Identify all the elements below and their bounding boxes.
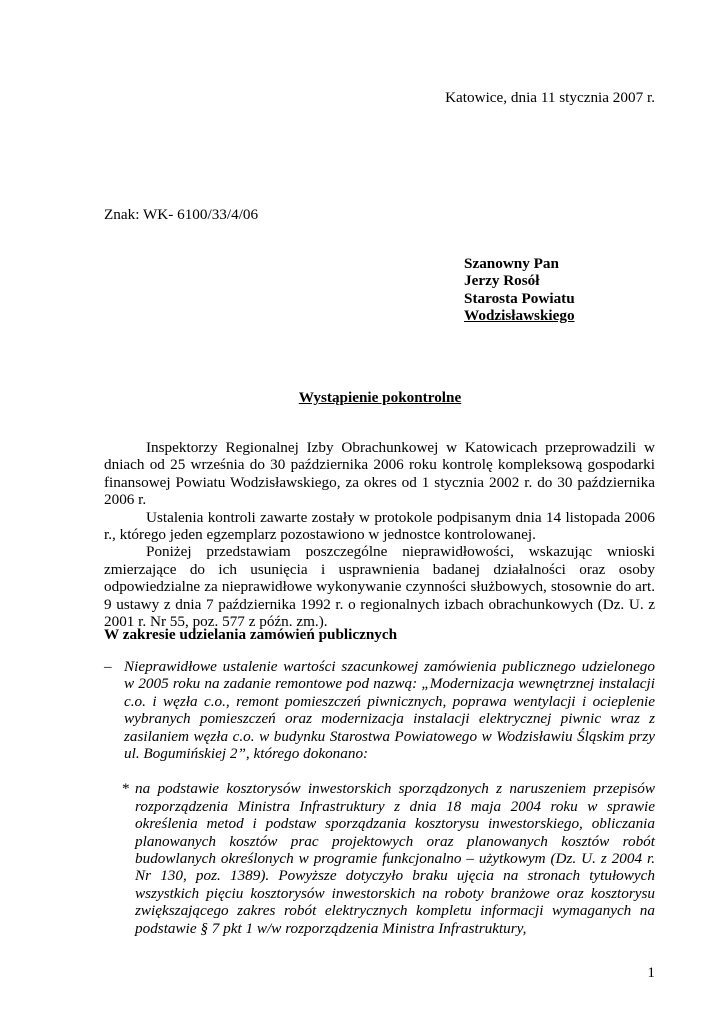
paragraph: Poniżej przedstawiam poszczególne nieprawidłowości, wskazując wnioski zmierzające do ich usunięcia i usprawnienia badanej działalności oraz osoby odpowiedzialne za nieprawidłowe wykonywanie czynności służbowych, stosownie do art. 9 ustawy z dnia 7 października 1992 r. o regionalnych izbach obrachunkowych (Dz. U. z 2001 r. Nr 55, poz. 577 z późn. zm.). (104, 543, 655, 631)
paragraph: Inspektorzy Regionalnej Izby Obrachunkowej w Katowicach przeprowadzili w dniach od 25 września do 30 października 2006 roku kontrolę kompleksową gospodarki finansowej Powiatu Wodzisławskiego, za okres od 1 stycznia 2002 r. do 30 października 2006 r. (104, 439, 655, 509)
findings-list (104, 658, 655, 937)
sub-list-item (122, 780, 655, 937)
asterisk-bullet: * (122, 780, 130, 798)
paragraph: Ustalenia kontroli zawarte zostały w protokole podpisanym dnia 14 listopada 2006 r., którego jeden egzemplarz pozostawiono w jednostce kontrolowanej. (104, 508, 655, 544)
place-date: Katowice, dnia 11 stycznia 2007 r. (445, 89, 655, 106)
page-number: 1 (647, 964, 655, 981)
addressee-county: Wodzisławskiego (464, 307, 575, 325)
addressee-name: Jerzy Rosół (464, 272, 540, 290)
list-item (104, 658, 655, 762)
addressee-position: Starosta Powiatu (464, 289, 575, 307)
list-item-text: Nieprawidłowe ustalenie wartości szacunkowej zamówienia publicznego udzielonego w 2005 roku na zadanie remontowe pod nazwą: „Modernizacja wewnętrznej instalacji c.o. i węzła c.o., remont pomieszczeń piwnicznych, poprawa wentylacji i ocieplenie wybranych pomieszczeń oraz modernizacja instalacji elektrycznej piwnic wraz z zasilaniem węzła c.o. w budynku Starostwa Powiatowego w Wodzisławiu Śląskim przy ul. Bogumińskiej 2”, którego dokonano: (124, 658, 655, 763)
section-heading: W zakresie udzielania zamówień publicznych (104, 626, 398, 643)
body-text (104, 439, 655, 630)
reference-number: Znak: WK- 6100/33/4/06 (104, 206, 259, 223)
addressee-salutation: Szanowny Pan (464, 255, 559, 272)
document-title: Wystąpienie pokontrolne (298, 389, 462, 406)
sub-list-item-text: na podstawie kosztorysów inwestorskich sporządzonych z naruszeniem przepisów rozporządzenia Ministra Infrastruktury z dnia 18 maja 2004 roku w sprawie określenia metod i podstaw sporządzania kosztorysu inwestorskiego, obliczania planowanych kosztów prac projektowych oraz planowanych kosztów robót budowlanych określonych w programie funkcjonalno – użytkowym (Dz. U. z 2004 r. Nr 130, poz. 1389). Powyższe dotyczyło braku ujęcia na stronach tytułowych wszystkich pięciu kosztorysów inwestorskich na roboty branżowe oraz kosztorysu zwiększającego zakres robót elektrycznych kompletu informacji wymaganych na podstawie § 7 pkt 1 w/w rozporządzenia Ministra Infrastruktury, (135, 780, 655, 937)
dash-bullet: – (104, 658, 112, 675)
addressee-block (464, 255, 575, 325)
